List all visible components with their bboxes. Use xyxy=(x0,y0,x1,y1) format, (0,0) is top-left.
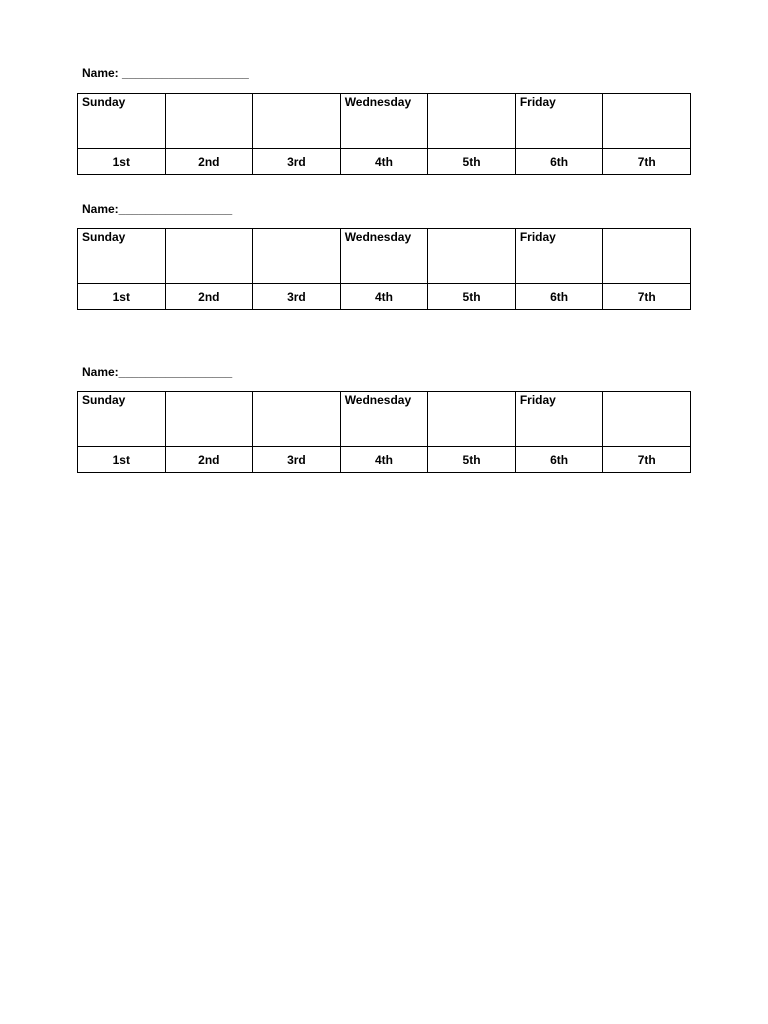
day-cell[interactable] xyxy=(253,229,341,284)
day-cell[interactable]: Wednesday xyxy=(340,94,428,149)
day-cell[interactable]: Sunday xyxy=(78,94,166,149)
day-cell[interactable] xyxy=(603,229,691,284)
period-cell: 7th xyxy=(603,284,691,310)
day-cell[interactable] xyxy=(165,94,253,149)
day-cell[interactable]: Wednesday xyxy=(340,392,428,447)
period-cell: 6th xyxy=(515,447,603,473)
period-row xyxy=(78,447,691,473)
period-cell: 7th xyxy=(603,149,691,175)
name-label[interactable]: Name:_________________ xyxy=(82,202,233,216)
day-cell[interactable] xyxy=(165,392,253,447)
period-cell: 2nd xyxy=(165,284,253,310)
day-cell[interactable] xyxy=(428,94,516,149)
day-cell[interactable]: Friday xyxy=(515,229,603,284)
day-cell[interactable] xyxy=(253,392,341,447)
period-row xyxy=(78,149,691,175)
day-row xyxy=(78,94,691,149)
period-cell: 7th xyxy=(603,447,691,473)
period-cell: 4th xyxy=(340,149,428,175)
schedule-table xyxy=(77,228,691,310)
period-cell: 6th xyxy=(515,284,603,310)
day-cell[interactable] xyxy=(428,229,516,284)
day-cell[interactable]: Sunday xyxy=(78,229,166,284)
period-cell: 3rd xyxy=(253,447,341,473)
day-cell[interactable]: Friday xyxy=(515,392,603,447)
period-cell: 1st xyxy=(78,149,166,175)
period-cell: 5th xyxy=(428,447,516,473)
period-cell: 4th xyxy=(340,284,428,310)
period-cell: 5th xyxy=(428,149,516,175)
day-cell[interactable] xyxy=(253,94,341,149)
period-cell: 4th xyxy=(340,447,428,473)
schedule-table xyxy=(77,391,691,473)
period-cell: 2nd xyxy=(165,149,253,175)
day-cell[interactable]: Sunday xyxy=(78,392,166,447)
schedule-table xyxy=(77,93,691,175)
name-label[interactable]: Name: ___________________ xyxy=(82,66,249,80)
period-cell: 1st xyxy=(78,284,166,310)
period-cell: 3rd xyxy=(253,284,341,310)
name-label[interactable]: Name:_________________ xyxy=(82,365,233,379)
day-row xyxy=(78,392,691,447)
day-cell[interactable] xyxy=(428,392,516,447)
day-cell[interactable] xyxy=(603,94,691,149)
day-cell[interactable]: Friday xyxy=(515,94,603,149)
period-cell: 5th xyxy=(428,284,516,310)
day-cell[interactable] xyxy=(165,229,253,284)
period-cell: 3rd xyxy=(253,149,341,175)
period-cell: 6th xyxy=(515,149,603,175)
day-row xyxy=(78,229,691,284)
period-row xyxy=(78,284,691,310)
day-cell[interactable] xyxy=(603,392,691,447)
period-cell: 2nd xyxy=(165,447,253,473)
day-cell[interactable]: Wednesday xyxy=(340,229,428,284)
period-cell: 1st xyxy=(78,447,166,473)
